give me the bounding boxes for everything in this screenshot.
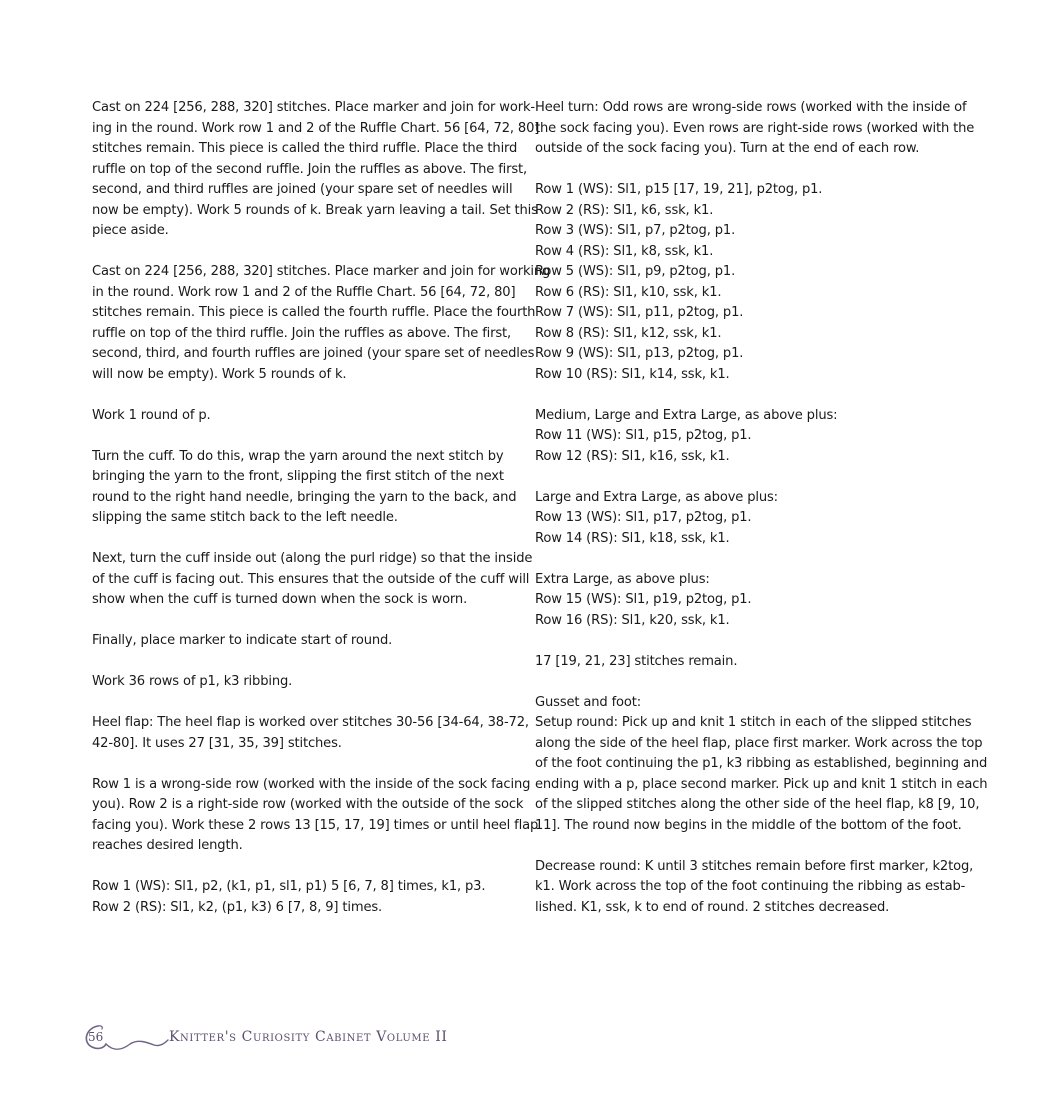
text-line: ruffle on top of the second ruffle. Join the ruffles as above. The first, [92,161,528,177]
paragraph [92,262,551,385]
text-line: Gusset and foot: [535,694,642,710]
text-line: Row 1 (WS): Sl1, p2, (k1, p1, sl1, p1) 5 [6, 7, 8] times, k1, p3. [92,879,486,894]
text-line: Row 9 (WS): Sl1, p13, p2tog, p1. [535,346,744,361]
paragraph [92,549,533,611]
paragraph [535,693,988,837]
text-line: slipping the same stitch back to the left needle. [92,510,398,525]
text-line: ending with a p, place second marker. Pick up and knit 1 stitch in each [535,776,988,792]
text-line: Row 13 (WS): Sl1, p17, p2tog, p1. [535,510,752,525]
paragraph [535,98,975,160]
text-line: Row 10 (RS): Sl1, k14, ssk, k1. [535,366,730,382]
text-line: k1. Work across the top of the foot continuing the ribbing as estab- [535,879,966,894]
paragraph [535,570,965,632]
text-line: of the cuff is facing out. This ensures that the outside of the cuff will [92,571,530,587]
text-line: Work 1 round of p. [92,407,211,423]
paragraph [535,652,965,673]
paragraph [535,180,965,385]
text-line: stitches remain. This piece is called the fourth ruffle. Place the fourth [92,305,536,320]
paragraph [92,877,520,918]
paragraph [92,447,520,529]
text-line: Medium, Large and Extra Large, as above plus: [535,407,838,423]
text-line: 17 [19, 21, 23] stitches remain. [535,653,738,669]
text-line: Heel flap: The heel flap is worked over stitches 30-56 [34-64, 38-72, [92,715,529,730]
text-line: second, and third ruffles are joined (your spare set of needles will [92,182,513,197]
text-line: will now be empty). Work 5 rounds of k. [92,366,347,382]
right-column [535,98,988,939]
text-line: Row 3 (WS): Sl1, p7, p2tog, p1. [535,223,736,238]
paragraph [92,672,520,693]
text-line: Turn the cuff. To do this, wrap the yarn around the next stitch by [92,448,504,464]
text-line: ruffle on top of the third ruffle. Join the ruffles as above. The first, [92,325,512,341]
text-line: of the slipped stitches along the other side of the heel flap, k8 [9, 10, [535,797,980,812]
text-line: now be empty). Work 5 rounds of k. Break yarn leaving a tail. Set this [92,202,538,218]
text-line: in the round. Work row 1 and 2 of the Ruffle Chart. 56 [64, 72, 80] [92,284,516,300]
paragraph [92,631,520,652]
text-line: Cast on 224 [256, 288, 320] stitches. Place marker and join for working [92,264,551,279]
text-line: Row 2 (RS): Sl1, k6, ssk, k1. [535,202,714,218]
text-line: Row 5 (WS): Sl1, p9, p2tog, p1. [535,264,736,279]
text-line: Row 11 (WS): Sl1, p15, p2tog, p1. [535,428,752,443]
paragraph [535,488,965,550]
text-line: Row 8 (RS): Sl1, k12, ssk, k1. [535,325,722,341]
text-line: you). Row 2 is a right-side row (worked with the outside of the sock [92,797,524,812]
text-line: of the foot continuing the p1, k3 ribbing as established, beginning and [535,756,988,771]
paragraph [92,406,520,427]
paragraph [92,98,540,242]
text-line: Row 12 (RS): Sl1, k16, ssk, k1. [535,448,730,464]
text-line: the sock facing you). Even rows are right-side rows (worked with the [535,120,975,136]
page-number: 56 [88,1030,104,1044]
paragraph [92,713,529,754]
text-line: Decrease round: K until 3 stitches remain before first marker, k2tog, [535,858,974,874]
text-line: Row 16 (RS): Sl1, k20, ssk, k1. [535,612,730,628]
text-line: Large and Extra Large, as above plus: [535,489,778,505]
page-footer [80,1020,480,1056]
text-line: second, third, and fourth ruffles are joined (your spare set of needles [92,346,535,361]
text-line: Heel turn: Odd rows are wrong-side rows (worked with the inside of [535,100,967,115]
text-line: bringing the yarn to the front, slipping the first stitch of the next [92,469,504,484]
text-line: stitches remain. This piece is called the third ruffle. Place the third [92,141,518,156]
text-line: 11]. The round now begins in the middle of the bottom of the foot. [535,817,962,833]
text-line: Cast on 224 [256, 288, 320] stitches. Place marker and join for work- [92,100,535,115]
text-line: Row 14 (RS): Sl1, k18, ssk, k1. [535,530,730,546]
text-line: Work 36 rows of p1, k3 ribbing. [92,674,293,689]
text-line: Finally, place marker to indicate start of round. [92,633,393,648]
text-line: Row 6 (RS): Sl1, k10, ssk, k1. [535,284,722,300]
text-line: Row 4 (RS): Sl1, k8, ssk, k1. [535,243,714,259]
text-line: Setup round: Pick up and knit 1 stitch in each of the slipped stitches [535,715,972,730]
text-line: round to the right hand needle, bringing the yarn to the back, and [92,489,517,505]
text-line: Row 2 (RS): Sl1, k2, (p1, k3) 6 [7, 8, 9] times. [92,899,383,915]
book-title: Knitter's Curiosity Cabinet Volume II [169,1029,448,1045]
text-line: ing in the round. Work row 1 and 2 of the Ruffle Chart. 56 [64, 72, 80] [92,120,540,136]
text-line: show when the cuff is turned down when the sock is worn. [92,592,468,607]
paragraph [92,775,539,857]
text-line: Next, turn the cuff inside out (along the purl ridge) so that the inside [92,551,533,566]
text-line: Row 1 is a wrong-side row (worked with the inside of the sock facing [92,776,531,792]
text-line: reaches desired length. [92,838,243,853]
text-line: lished. K1, ssk, k to end of round. 2 stitches decreased. [535,899,890,915]
text-line: facing you). Work these 2 rows 13 [15, 17, 19] times or until heel flap [92,817,539,833]
left-column [92,98,551,939]
text-line: Row 1 (WS): Sl1, p15 [17, 19, 21], p2tog, p1. [535,182,823,197]
paragraph [535,406,965,468]
paragraph [535,857,974,919]
text-line: Extra Large, as above plus: [535,571,710,587]
text-line: along the side of the heel flap, place first marker. Work across the top [535,735,983,751]
text-line: piece aside. [92,223,169,238]
text-line: Row 7 (WS): Sl1, p11, p2tog, p1. [535,305,744,320]
text-line: 42-80]. It uses 27 [31, 35, 39] stitches. [92,735,342,751]
text-line: outside of the sock facing you). Turn at the end of each row. [535,141,920,156]
text-line: Row 15 (WS): Sl1, p19, p2tog, p1. [535,592,752,607]
